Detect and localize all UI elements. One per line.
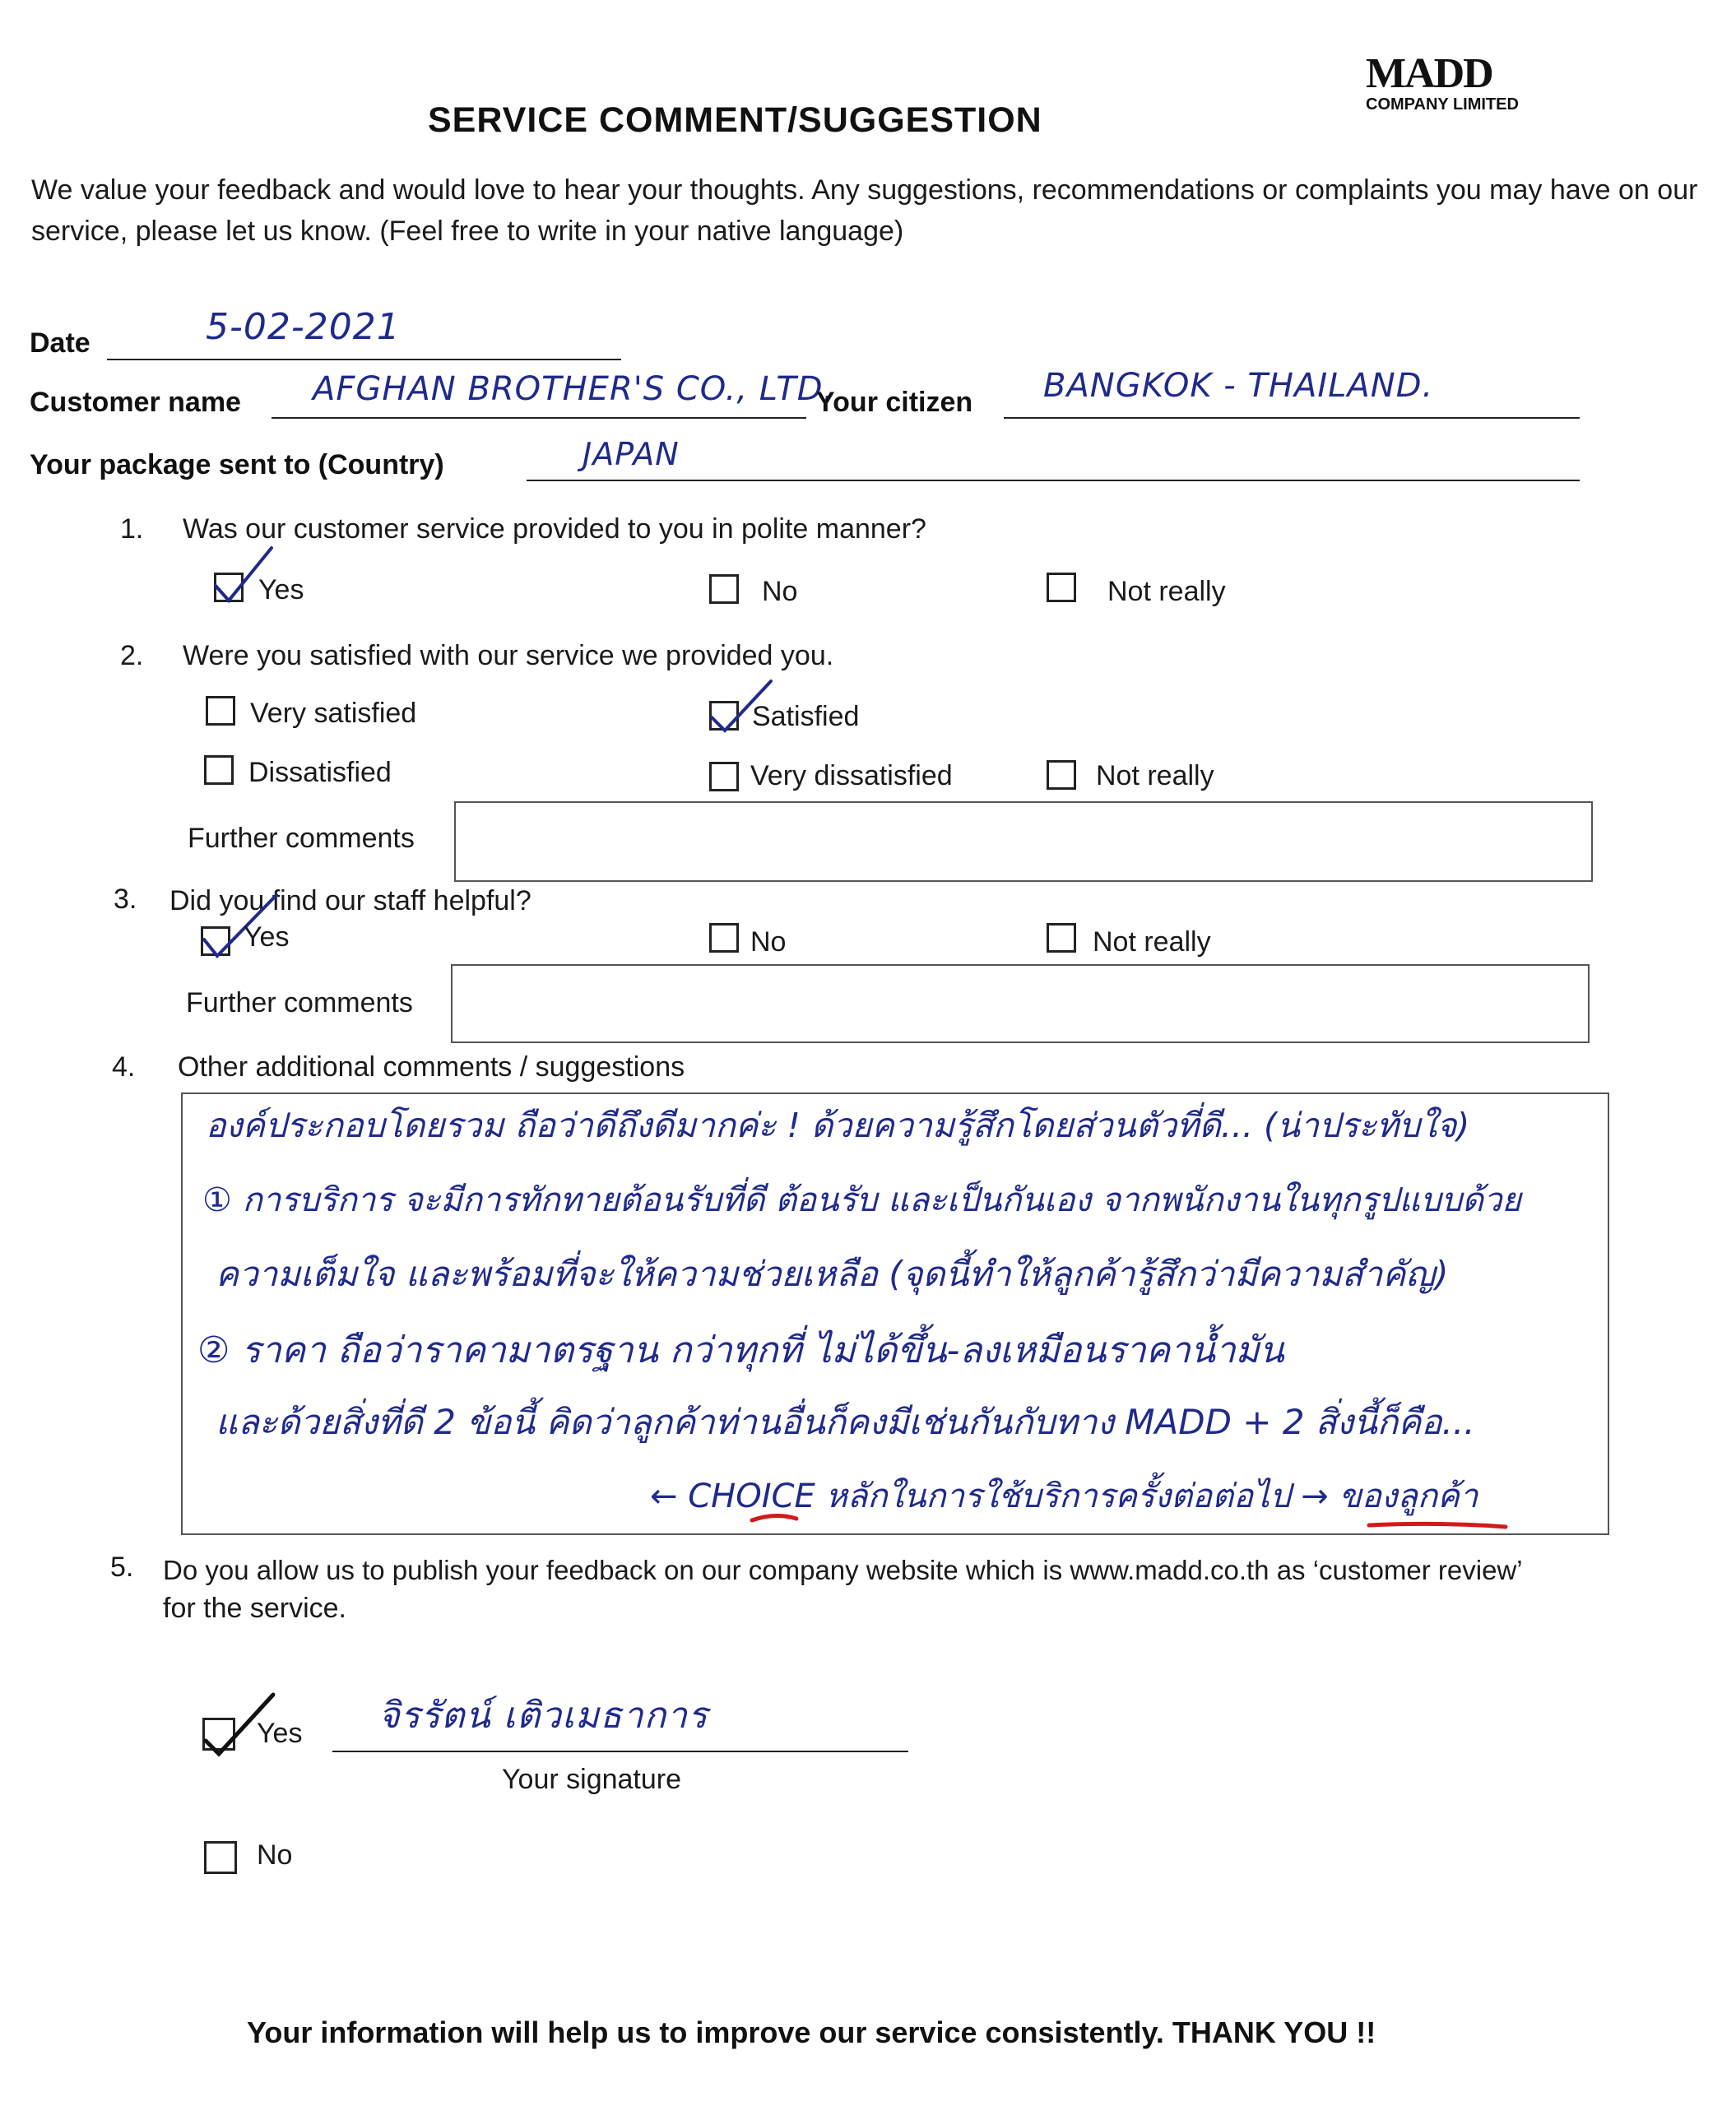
q5-text-line1: Do you allow us to publish your feedback on our company website which is www.madd.co.th as ‘customer review’ bbox=[163, 1555, 1523, 1585]
q5-number: 5. bbox=[110, 1552, 134, 1583]
customer-name-label: Customer name bbox=[30, 387, 241, 418]
q2-further-comments-label: Further comments bbox=[188, 823, 415, 854]
q4-comment-line: ② ราคา ถือว่าราคามาตรฐาน กว่าทุกที่ ไม่ได้ขึ้น-ลงเหมือนราคาน้ำมัน bbox=[197, 1329, 1284, 1371]
q4-comment-line: ① การบริการ จะมีการทักทายต้อนรับที่ดี ต้อนรับ และเป็นกันเอง จากพนักงานในทุกรูปแบบด้วย bbox=[202, 1181, 1521, 1219]
date-label: Date bbox=[30, 327, 91, 359]
q1-yes-label: Yes bbox=[258, 574, 304, 605]
q4-comment-line: และด้วยสิ่งที่ดี 2 ข้อนี้ คิดว่าลูกค้าท่านอื่นก็คงมีเช่นกันกับทาง MADD + 2 สิ่งนี้ก็คือ... bbox=[216, 1402, 1475, 1442]
q4-number: 4. bbox=[112, 1051, 136, 1083]
q3-no-label: No bbox=[750, 926, 787, 958]
q3-no-checkbox[interactable] bbox=[709, 923, 739, 953]
form-title: SERVICE COMMENT/SUGGESTION bbox=[428, 100, 1042, 140]
date-value[interactable]: 5-02-2021 bbox=[206, 306, 401, 348]
country-label: Your package sent to (Country) bbox=[30, 449, 444, 480]
q2-further-comments-box[interactable] bbox=[454, 801, 1593, 882]
q2-very-satisfied-label: Very satisfied bbox=[250, 698, 417, 729]
q3-not-really-checkbox[interactable] bbox=[1047, 923, 1076, 953]
q3-further-comments-label: Further comments bbox=[186, 987, 413, 1018]
date-line bbox=[107, 359, 621, 360]
q1-text: Was our customer service provided to you in polite manner? bbox=[183, 513, 926, 545]
country-line bbox=[527, 480, 1580, 481]
intro-text: We value your feedback and would love to hear your thoughts. Any suggestions, recommendations or complaints you may have on our service, please let us know. (Feel free to write in your native language) bbox=[31, 174, 1698, 247]
q2-text: Were you satisfied with our service we provided you. bbox=[183, 640, 834, 671]
footer-message: Your information will help us to improve our service consistently. THANK YOU !! bbox=[247, 2016, 1376, 2049]
country-value[interactable]: JAPAN bbox=[583, 436, 680, 472]
q2-number: 2. bbox=[120, 640, 144, 671]
q2-not-really-label: Not really bbox=[1096, 760, 1214, 791]
q2-very-dissatisfied-label: Very dissatisfied bbox=[750, 760, 953, 791]
signature-value[interactable]: จิรรัตน์ เติวเมธาการ bbox=[378, 1695, 708, 1737]
q2-very-satisfied-checkbox[interactable] bbox=[206, 696, 235, 726]
q4-comment-line: องค์ประกอบโดยรวม ถือว่าดีถึงดีมากค่ะ ! ด้วยความรู้สึกโดยส่วนตัวที่ดี... (น่าประทับใจ) bbox=[206, 1106, 1470, 1145]
q1-not-really-label: Not really bbox=[1107, 576, 1226, 607]
company-logo bbox=[1366, 51, 1563, 114]
customer-name-value[interactable]: AFGHAN BROTHER'S CO., LTD. bbox=[313, 370, 835, 408]
red-underline-mark bbox=[1366, 1519, 1514, 1535]
q2-not-really-checkbox[interactable] bbox=[1047, 760, 1076, 790]
q4-text: Other additional comments / suggestions bbox=[178, 1051, 685, 1083]
citizen-line bbox=[1004, 417, 1580, 419]
q1-no-checkbox[interactable] bbox=[709, 574, 739, 604]
customer-name-line bbox=[272, 417, 806, 419]
q5-text-line2: for the service. bbox=[163, 1593, 346, 1624]
q2-very-dissatisfied-checkbox[interactable] bbox=[709, 762, 739, 791]
logo-name: MADD bbox=[1366, 50, 1492, 97]
q1-not-really-checkbox[interactable] bbox=[1047, 573, 1076, 602]
q1-no-label: No bbox=[762, 576, 798, 607]
q5-no-label: No bbox=[257, 1839, 293, 1871]
logo-subtitle: COMPANY LIMITED bbox=[1366, 95, 1519, 114]
q3-text: Did you find our staff helpful? bbox=[169, 885, 531, 916]
q3-further-comments-box[interactable] bbox=[451, 964, 1590, 1043]
signature-label: Your signature bbox=[502, 1764, 682, 1795]
q4-comment-line: ← CHOICE หลักในการใช้บริการครั้งต่อต่อไป → ของลูกค้า bbox=[650, 1477, 1478, 1515]
citizen-value[interactable]: BANGKOK - THAILAND. bbox=[1043, 367, 1434, 405]
q1-number: 1. bbox=[120, 513, 144, 545]
red-underline-mark bbox=[750, 1510, 800, 1527]
q4-comment-line: ความเต็มใจ และพร้อมที่จะให้ความช่วยเหลือ (จุดนี้ทำให้ลูกค้ารู้สึกว่ามีความสำคัญ) bbox=[216, 1254, 1449, 1294]
q3-yes-label: Yes bbox=[244, 921, 290, 953]
q5-yes-label: Yes bbox=[257, 1718, 303, 1749]
q2-dissatisfied-checkbox[interactable] bbox=[204, 755, 234, 785]
q2-dissatisfied-label: Dissatisfied bbox=[248, 757, 392, 788]
citizen-label: Your citizen bbox=[816, 387, 973, 418]
q3-not-really-label: Not really bbox=[1093, 926, 1211, 958]
q5-no-checkbox[interactable] bbox=[204, 1841, 237, 1874]
signature-line bbox=[332, 1751, 908, 1752]
q3-number: 3. bbox=[114, 884, 137, 915]
q2-satisfied-label: Satisfied bbox=[752, 701, 860, 732]
